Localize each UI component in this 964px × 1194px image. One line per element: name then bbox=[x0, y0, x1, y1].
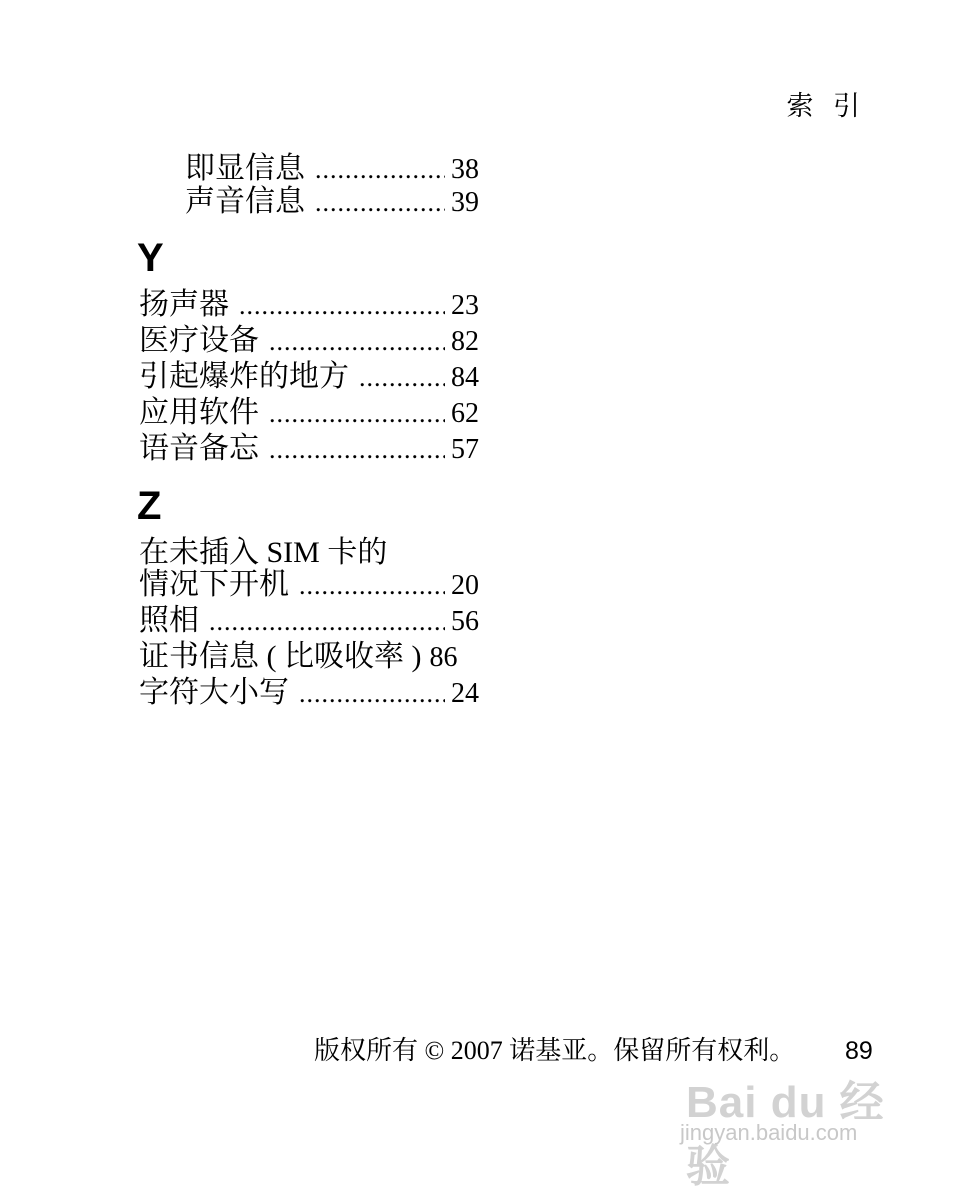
index-term: 引起爆炸的地方 bbox=[139, 360, 349, 393]
index-term: 医疗设备 bbox=[139, 324, 259, 357]
index-term: 字符大小写 bbox=[139, 676, 289, 709]
section-header: 索 引 bbox=[786, 91, 866, 121]
index-entry bbox=[185, 184, 479, 220]
dot-leader bbox=[269, 396, 445, 432]
index-term: 在未插入 SIM 卡的 bbox=[139, 536, 388, 569]
index-entry bbox=[139, 675, 479, 711]
index-entry bbox=[185, 151, 479, 187]
index-entry bbox=[139, 323, 479, 359]
dot-leader bbox=[269, 324, 445, 360]
index-page-number: 23 bbox=[451, 290, 479, 321]
dot-leader bbox=[269, 432, 445, 468]
index-term: 证书信息 ( 比吸收率 ) bbox=[139, 640, 422, 673]
index-page-number: 20 bbox=[451, 570, 479, 601]
dot-leader bbox=[299, 676, 445, 712]
index-term: 声音信息 bbox=[185, 185, 305, 218]
watermark-logo: Bai du 经验 bbox=[686, 1078, 885, 1191]
index-page-number: 24 bbox=[451, 678, 479, 709]
index-page-number: 82 bbox=[451, 326, 479, 357]
index-term: 扬声器 bbox=[139, 288, 229, 321]
index-entry bbox=[139, 287, 479, 323]
index-page-number: 84 bbox=[451, 362, 479, 393]
index-entry bbox=[139, 359, 479, 395]
index-page-number: 86 bbox=[429, 642, 458, 673]
watermark-url: jingyan.baidu.com bbox=[680, 1120, 858, 1145]
index-term: 语音备忘 bbox=[139, 432, 259, 465]
dot-leader bbox=[359, 360, 445, 396]
index-page-number: 56 bbox=[451, 606, 479, 637]
index-letter-z: Z bbox=[137, 484, 162, 528]
index-term: 照相 bbox=[139, 604, 199, 637]
index-entry bbox=[139, 567, 479, 603]
index-term-line2: 情况下开机 bbox=[139, 568, 289, 601]
dot-leader bbox=[239, 288, 445, 324]
baidu-watermark bbox=[680, 1058, 910, 1191]
index-term: 应用软件 bbox=[139, 396, 259, 429]
index-page-number: 38 bbox=[451, 154, 479, 185]
index-letter-y: Y bbox=[137, 236, 164, 280]
index-entry bbox=[139, 431, 479, 467]
index-page-number: 39 bbox=[451, 187, 479, 218]
index-page-number: 62 bbox=[451, 398, 479, 429]
index-entry-line1 bbox=[139, 535, 387, 571]
index-page-number: 57 bbox=[451, 434, 479, 465]
index-entry bbox=[139, 639, 457, 675]
page-number: 89 bbox=[845, 1037, 873, 1065]
copyright-notice: 版权所有 © 2007 诺基亚。保留所有权利。 bbox=[314, 1036, 796, 1065]
dot-leader bbox=[315, 185, 445, 221]
index-entry bbox=[139, 603, 479, 639]
dot-leader bbox=[299, 568, 445, 604]
index-entry bbox=[139, 395, 479, 431]
dot-leader bbox=[315, 152, 445, 188]
index-term: 即显信息 bbox=[185, 152, 305, 185]
dot-leader bbox=[209, 604, 445, 640]
